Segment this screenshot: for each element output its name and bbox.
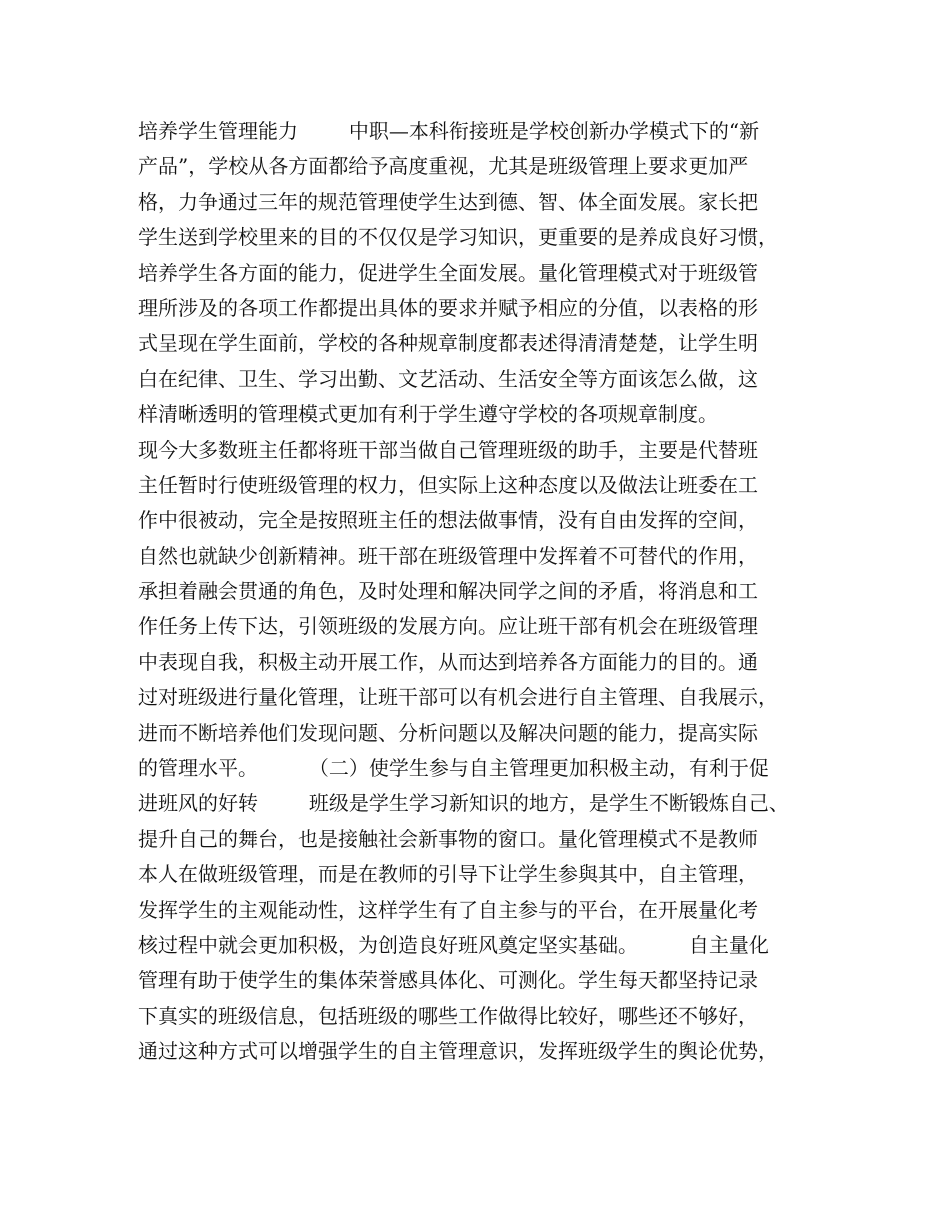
- text-line: 理所涉及的各项工作都提出具体的要求并赋予相应的分值，以表格的形: [138, 295, 758, 320]
- text-line: 自然也就缺少创新精神。班干部在班级管理中发挥着不可替代的作用，: [138, 543, 758, 568]
- body-text: [138, 114, 828, 1070]
- text-line: 作任务上传下达，引领班级的发展方向。应让班干部有机会在班级管理: [138, 614, 758, 639]
- text-line: 现今大多数班主任都将班干部当做自己管理班级的助手，主要是代替班: [138, 437, 758, 462]
- text-line: 白在纪律、卫生、学习出勤、文艺活动、生活安全等方面该怎么做，这: [138, 366, 758, 391]
- text-line: 产品”，学校从各方面都给予高度重视，尤其是班级管理上要求更加严: [138, 154, 749, 179]
- text-line: 作中很被动，完全是按照班主任的想法做事情，没有自由发挥的空间，: [138, 508, 758, 533]
- text-line: 承担着融会贯通的角色，及时处理和解决同学之间的矛盾，将消息和工: [138, 579, 758, 604]
- text-line: 通过这种方式可以增强学生的自主管理意识，发挥班级学生的舆论优势，: [138, 1039, 778, 1064]
- text-line: 进班风的好转 班级是学生学习新知识的地方，是学生不断锻炼自己、: [138, 791, 789, 816]
- text-line: 发挥学生的主观能动性，这样学生有了自主参与的平台，在开展量化考: [138, 897, 758, 922]
- text-line: 样清晰透明的管理模式更加有利于学生遵守学校的各项规章制度。: [138, 402, 718, 427]
- text-line: 过对班级进行量化管理，让班干部可以有机会进行自主管理、自我展示，: [138, 685, 778, 710]
- text-line: 格，力争通过三年的规范管理使学生达到德、智、体全面发展。家长把: [138, 189, 758, 214]
- text-line: 下真实的班级信息，包括班级的哪些工作做得比较好，哪些还不够好，: [138, 1003, 758, 1028]
- text-line: 的管理水平。 （二）使学生参与自主管理更加积极主动，有利于促: [138, 756, 769, 781]
- text-line: 学生送到学校里来的目的不仅仅是学习知识，更重要的是养成良好习惯，: [138, 225, 778, 250]
- text-line: 本人在做班级管理，而是在教师的引导下让学生参與其中，自主管理，: [138, 862, 758, 887]
- text-line: 进而不断培养他们发现问题、分析问题以及解决问题的能力，提高实际: [138, 720, 758, 745]
- text-line: 核过程中就会更加积极，为创造良好班风奠定坚实基础。 自主量化: [138, 932, 769, 957]
- text-line: 培养学生管理能力 中职—本科衔接班是学校创新办学模式下的“新: [138, 119, 760, 143]
- text-line: 培养学生各方面的能力，促进学生全面发展。量化管理模式对于班级管: [138, 260, 758, 285]
- text-line: 式呈现在学生面前，学校的各种规章制度都表述得清清楚楚，让学生明: [138, 331, 758, 356]
- text-line: 主任暂时行使班级管理的权力，但实际上这种态度以及做法让班委在工: [138, 472, 758, 497]
- text-line: 管理有助于使学生的集体荣誉感具体化、可测化。学生每天都坚持记录: [138, 968, 758, 993]
- text-line: 提升自己的舞台，也是接触社会新事物的窗口。量化管理模式不是教师: [138, 826, 758, 851]
- text-line: 中表现自我，积极主动开展工作，从而达到培养各方面能力的目的。通: [138, 649, 758, 674]
